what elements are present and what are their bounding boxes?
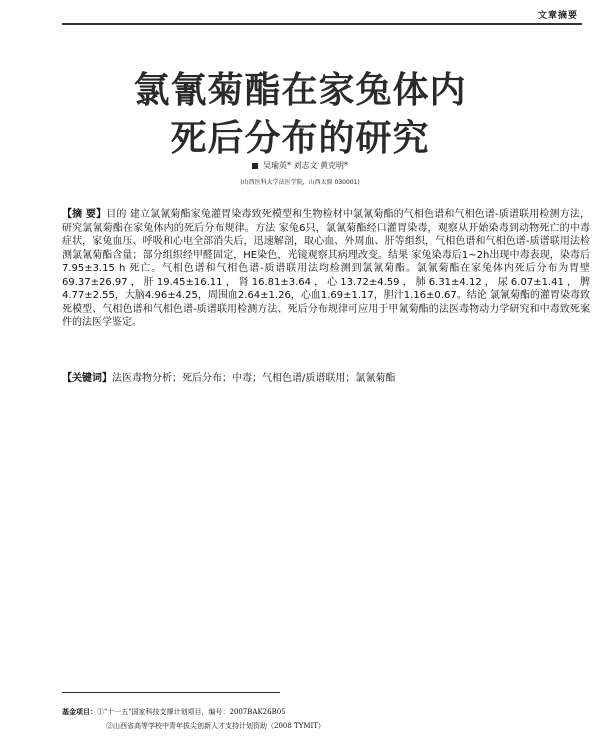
section-tag: 文章摘要 xyxy=(537,11,578,21)
abstract-label: 【摘 要】 xyxy=(62,209,107,220)
keywords-label: 【关键词】 xyxy=(62,373,112,384)
bullet-square-icon xyxy=(252,163,258,169)
article-title-line-1: 氯氰菊酯在家兔体内 xyxy=(133,69,467,111)
top-rule xyxy=(62,23,582,25)
funding-note xyxy=(62,705,325,733)
article-title-line-2: 死后分布的研究 xyxy=(170,117,430,159)
abstract-text: 目的 建立氯氰菊酯家兔灌胃染毒致死模型和生物检材中氯氰菊酯的气相色谱和气相色谱-质谱联用检测方法，研究氯氰菊酯在家兔体内的死后分布规律。方法 家兔6只，氯氰菊酯经口灌胃染毒，观察从开始染毒到动物死亡的中毒症状，家兔血压、呼吸和心电全部消失后，迅速解剖，取心血、外周血、肝等组织，气相色谱和气相色谱-质谱联用法检测氯氰菊酯含量；部分组织经甲醛固定，HE染色，光镜观察其病理改变。结果 家兔染毒后1~2h出现中毒表现，染毒后7.95±3.15 h 死亡。气相色谱和气相色谱-质谱联用法均检测到氯氰菊酯。氯氰菊酯在家兔体内死后分布为胃壁69.37±26.97，肝19.45±16.11，肾16.81±3.64，心13.72±4.59，肺6.31±4.12，尿6.07±1.41，脾4.77±2.55，大脑4.96±4.25，周围血2.64±1.26，心血1.69±1.17，胆汁1.16±0.67。结论 氯氰菊酯的灌胃染毒致死模型、气相色谱和气相色谱-质谱联用检测方法、死后分布规律可应用于甲氰菊酯的法医毒物动力学研究和中毒致死案件的法医学鉴定。 xyxy=(62,209,590,328)
keywords-text: 法医毒物分析；死后分布；中毒；气相色谱/质谱联用；氯氰菊酯 xyxy=(112,373,396,384)
funding-label: 基金项目： xyxy=(62,707,97,716)
footnote-rule xyxy=(62,692,280,693)
authors: 吴瑜英* 刘志文 黄克明* xyxy=(262,161,349,170)
author-line xyxy=(0,160,600,171)
keywords xyxy=(62,372,590,386)
abstract xyxy=(62,208,590,330)
funding-line-1: ①"十一五"国家科技支撑计划项目，编号：2007BAK26B05 xyxy=(97,708,286,716)
funding-line-2: ②山西省高等学校中青年拔尖创新人才支持计划资助（2008 TYMIT） xyxy=(106,722,325,730)
affiliation: (山西医科大学法医学院，山西太原 030001) xyxy=(240,179,360,186)
